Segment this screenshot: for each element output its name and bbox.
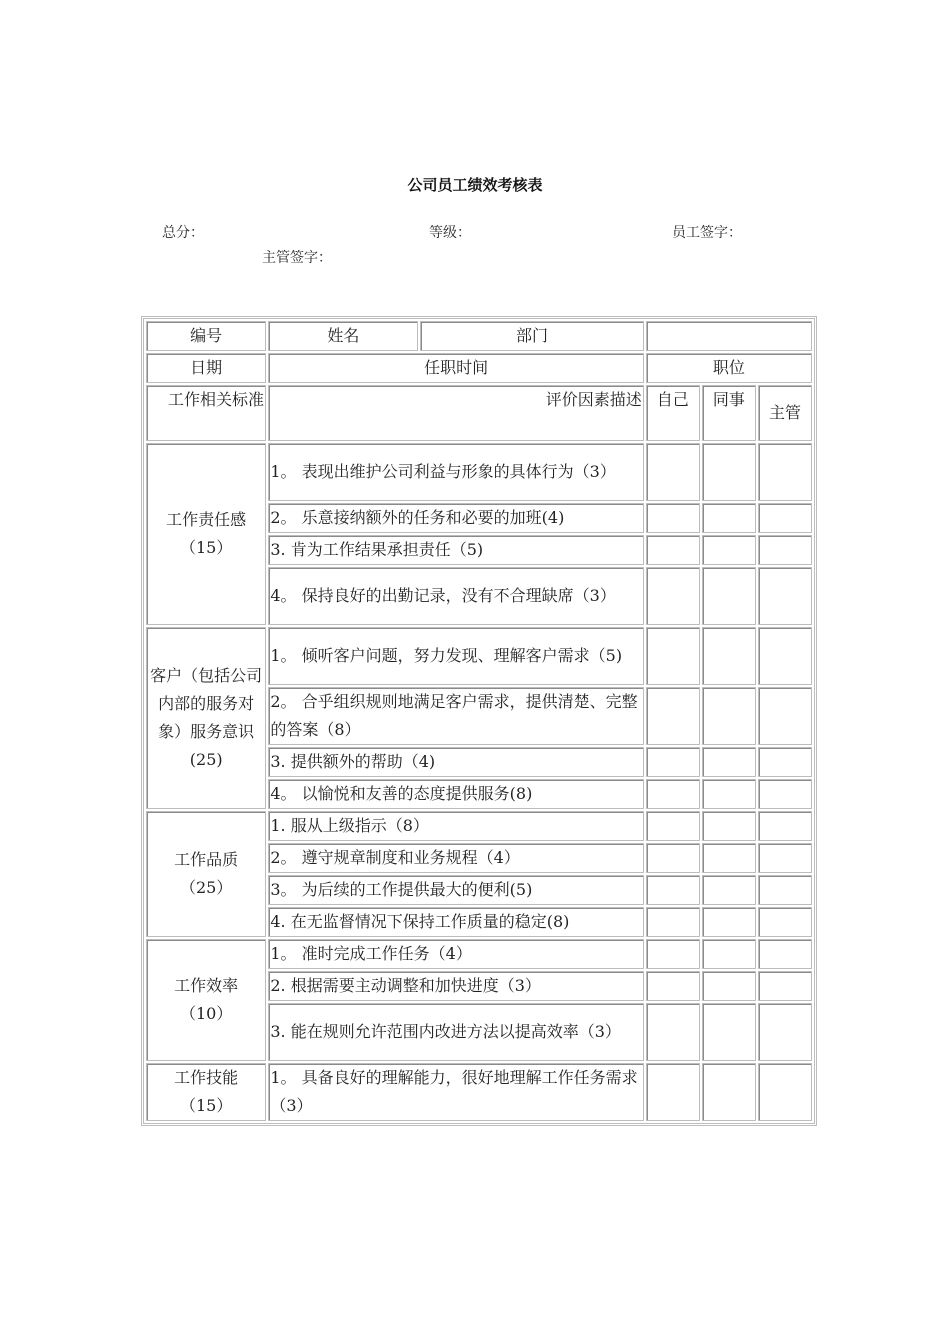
colleague-score-cell[interactable]	[702, 1003, 756, 1061]
self-score-cell[interactable]	[646, 811, 700, 841]
self-header: 自己	[646, 385, 700, 441]
criterion-text: 3. 肯为工作结果承担责任（5)	[268, 535, 643, 565]
criterion-text: 2。 乐意接纳额外的任务和必要的加班(4)	[268, 503, 643, 533]
self-score-cell[interactable]	[646, 939, 700, 969]
grade-label: 等级：	[429, 225, 471, 241]
tenure-header: 任职时间	[268, 353, 643, 383]
dept-value-cell[interactable]	[646, 321, 812, 351]
colleague-score-cell[interactable]	[702, 687, 756, 745]
supervisor-score-cell[interactable]	[758, 443, 812, 501]
self-score-cell[interactable]	[646, 1003, 700, 1061]
employee-signature-label: 员工签字：	[672, 225, 742, 241]
supervisor-score-cell[interactable]	[758, 939, 812, 969]
criterion-text: 1. 服从上级指示（8）	[268, 811, 643, 841]
section-category	[146, 443, 266, 625]
colleague-score-cell[interactable]	[702, 443, 756, 501]
self-score-cell[interactable]	[646, 627, 700, 685]
colleague-score-cell[interactable]	[702, 907, 756, 937]
supervisor-header: 主管	[758, 385, 812, 441]
criterion-text: 3。 为后续的工作提供最大的便利(5)	[268, 875, 643, 905]
criterion-text: 4。 以愉悦和友善的态度提供服务(8)	[268, 779, 643, 809]
section-category	[146, 1063, 266, 1121]
table-row	[146, 443, 812, 501]
self-score-cell[interactable]	[646, 779, 700, 809]
colleague-score-cell[interactable]	[702, 939, 756, 969]
position-header: 职位	[646, 353, 812, 383]
colleague-score-cell[interactable]	[702, 971, 756, 1001]
criterion-text: 3. 能在规则允许范围内改进方法以提高效率（3）	[268, 1003, 643, 1061]
section-category	[146, 627, 266, 809]
standard-header: 工作相关标准	[146, 385, 266, 441]
supervisor-score-cell[interactable]	[758, 971, 812, 1001]
self-score-cell[interactable]	[646, 1063, 700, 1121]
name-header: 姓名	[268, 321, 418, 351]
factor-header: 评价因素描述	[268, 385, 643, 441]
criterion-text: 1。 表现出维护公司利益与形象的具体行为（3）	[268, 443, 643, 501]
colleague-score-cell[interactable]	[702, 811, 756, 841]
dept-header: 部门	[420, 321, 643, 351]
section-category	[146, 811, 266, 937]
table-row	[146, 627, 812, 685]
section-name: 工作技能	[174, 1068, 239, 1087]
colleague-header: 同事	[702, 385, 756, 441]
table-row	[146, 811, 812, 841]
self-score-cell[interactable]	[646, 687, 700, 745]
table-row	[146, 1063, 812, 1121]
self-score-cell[interactable]	[646, 907, 700, 937]
supervisor-score-cell[interactable]	[758, 1063, 812, 1121]
date-header: 日期	[146, 353, 266, 383]
self-score-cell[interactable]	[646, 971, 700, 1001]
supervisor-score-cell[interactable]	[758, 779, 812, 809]
table-row	[146, 939, 812, 969]
section-name: 工作责任感	[166, 510, 247, 529]
colleague-score-cell[interactable]	[702, 875, 756, 905]
supervisor-score-cell[interactable]	[758, 503, 812, 533]
criterion-text: 4. 在无监督情况下保持工作质量的稳定(8)	[268, 907, 643, 937]
colleague-score-cell[interactable]	[702, 843, 756, 873]
criterion-text: 4。 保持良好的出勤记录，没有不合理缺席（3）	[268, 567, 643, 625]
supervisor-score-cell[interactable]	[758, 627, 812, 685]
page-title: 公司员工绩效考核表	[407, 176, 543, 194]
section-score: （15）	[180, 538, 233, 557]
evaluation-table	[141, 316, 817, 1126]
self-score-cell[interactable]	[646, 747, 700, 777]
section-category	[146, 939, 266, 1061]
section-name: 工作效率	[174, 976, 239, 995]
supervisor-score-cell[interactable]	[758, 535, 812, 565]
colleague-score-cell[interactable]	[702, 627, 756, 685]
criterion-text: 1。 具备良好的理解能力，很好地理解工作任务需求（3）	[268, 1063, 643, 1121]
supervisor-score-cell[interactable]	[758, 875, 812, 905]
self-score-cell[interactable]	[646, 567, 700, 625]
supervisor-score-cell[interactable]	[758, 843, 812, 873]
colleague-score-cell[interactable]	[702, 747, 756, 777]
self-score-cell[interactable]	[646, 535, 700, 565]
supervisor-score-cell[interactable]	[758, 1003, 812, 1061]
colleague-score-cell[interactable]	[702, 779, 756, 809]
section-name: 工作品质	[174, 850, 239, 869]
colleague-score-cell[interactable]	[702, 503, 756, 533]
supervisor-score-cell[interactable]	[758, 811, 812, 841]
colleague-score-cell[interactable]	[702, 567, 756, 625]
id-header: 编号	[146, 321, 266, 351]
criterion-text: 2. 根据需要主动调整和加快进度（3）	[268, 971, 643, 1001]
supervisor-signature-label: 主管签字：	[262, 250, 332, 266]
self-score-cell[interactable]	[646, 443, 700, 501]
supervisor-score-cell[interactable]	[758, 907, 812, 937]
colleague-score-cell[interactable]	[702, 535, 756, 565]
colleague-score-cell[interactable]	[702, 1063, 756, 1121]
section-score: （10）	[180, 1004, 233, 1023]
criterion-text: 3. 提供额外的帮助（4)	[268, 747, 643, 777]
section-score: （15）	[180, 1096, 233, 1115]
supervisor-score-cell[interactable]	[758, 567, 812, 625]
supervisor-score-cell[interactable]	[758, 747, 812, 777]
criterion-text: 1。 倾听客户问题，努力发现、理解客户需求（5)	[268, 627, 643, 685]
criterion-text: 2。 遵守规章制度和业务规程（4）	[268, 843, 643, 873]
self-score-cell[interactable]	[646, 503, 700, 533]
criterion-text: 1。 准时完成工作任务（4）	[268, 939, 643, 969]
criterion-text: 2。 合乎组织规则地满足客户需求，提供清楚、完整的答案（8）	[268, 687, 643, 745]
self-score-cell[interactable]	[646, 843, 700, 873]
total-score-label: 总分：	[162, 225, 204, 241]
section-score: （25）	[180, 878, 233, 897]
self-score-cell[interactable]	[646, 875, 700, 905]
supervisor-score-cell[interactable]	[758, 687, 812, 745]
section-name: 客户（包括公司内部的服务对象）服务意识(25)	[150, 666, 263, 769]
